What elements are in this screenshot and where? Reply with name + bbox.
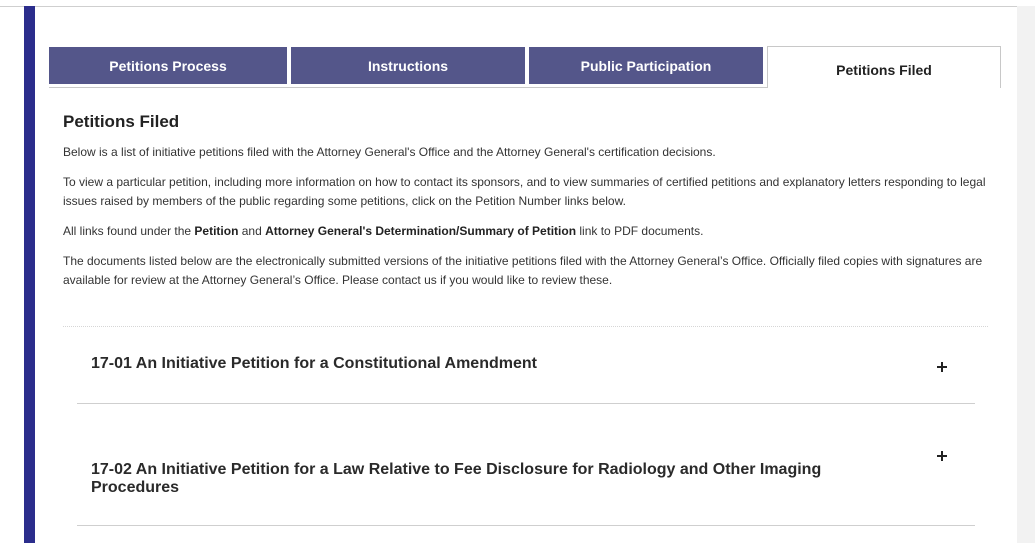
tab-public-participation[interactable]: Public Participation — [529, 47, 763, 84]
links-paragraph-pre: All links found under the — [63, 224, 195, 238]
tab-petitions-process[interactable]: Petitions Process — [49, 47, 287, 84]
tab-bar-underline — [49, 87, 767, 88]
instructions-paragraph: To view a particular petition, including more information on how to contact its sponsors, and to view summaries of certified petitions and explanatory letters responding to legal issues raised by members of the public regarding some petitions, click on the Petition Number links below. — [63, 175, 986, 208]
accordion-title[interactable]: 17-02 An Initiative Petition for a Law Relative to Fee Disclosure for Radiology and Other Imaging Procedures — [91, 461, 822, 496]
accordion-item-17-01[interactable] — [77, 327, 975, 404]
tab-petitions-filed[interactable]: Petitions Filed — [767, 46, 1001, 88]
accordion-title[interactable]: 17-01 An Initiative Petition for a Constitutional Amendment — [91, 355, 537, 372]
browser-top-edge — [0, 0, 1035, 7]
intro-paragraph: Below is a list of initiative petitions filed with the Attorney General's Office and the Attorney General's certification decisions. — [63, 145, 716, 159]
accordion-item-17-02[interactable] — [77, 404, 975, 526]
tab-bar — [49, 46, 1001, 88]
plus-icon[interactable] — [935, 449, 949, 463]
links-paragraph-mid: and — [238, 224, 266, 238]
links-paragraph-bold-petition: Petition — [194, 224, 239, 238]
section-title: Petitions Filed — [63, 112, 180, 131]
links-paragraph-post: link to PDF documents. — [576, 224, 704, 238]
tab-panel-content — [63, 112, 988, 301]
page-right-gutter — [1017, 6, 1035, 543]
page-left-accent-bar — [24, 6, 35, 543]
links-paragraph-bold-determination: Attorney General's Determination/Summary of Petition — [265, 224, 577, 238]
links-paragraph — [63, 222, 988, 241]
tab-instructions[interactable]: Instructions — [291, 47, 525, 84]
documents-paragraph: The documents listed below are the electronically submitted versions of the initiative petitions filed with the Attorney General’s Office. Officially filed copies with signatures are available for review at the Attorney General’s Office. Please contact us if you would like to review these. — [63, 254, 983, 287]
plus-icon[interactable] — [935, 360, 949, 374]
